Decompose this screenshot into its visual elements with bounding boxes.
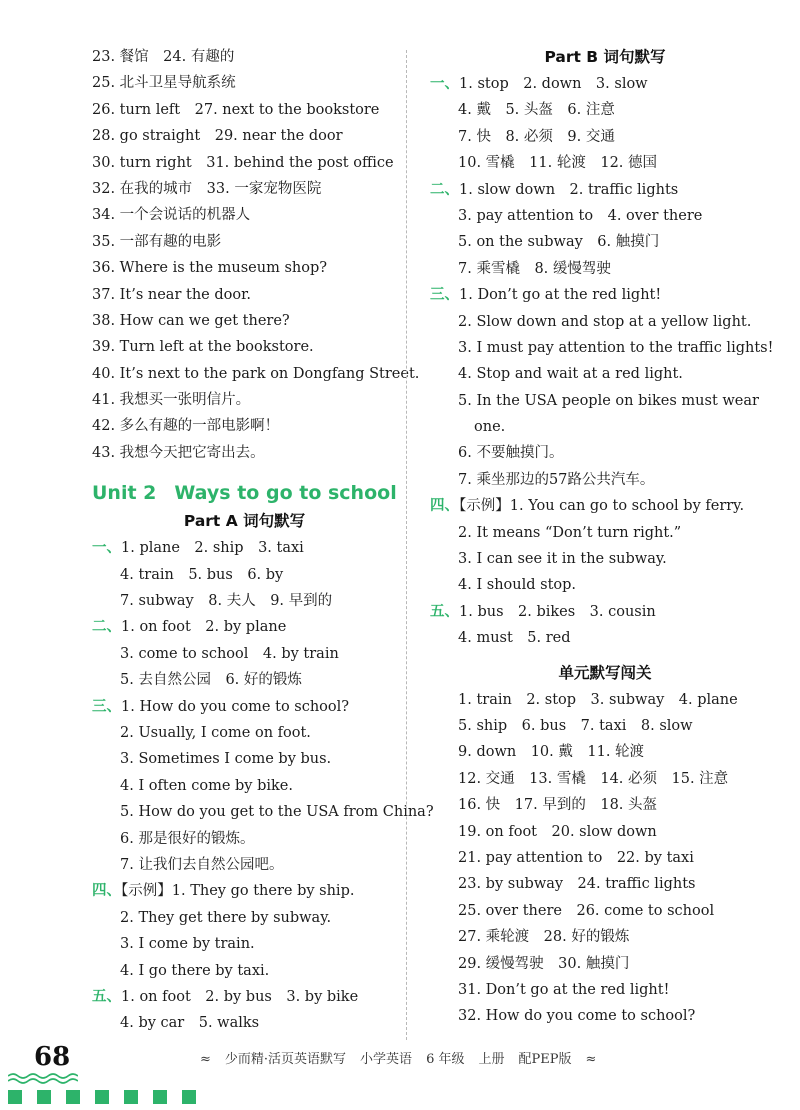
- answer-text: 31. Don’t go at the red light!: [458, 981, 670, 998]
- answer-text: 9. down 10. 戴 11. 轮渡: [458, 744, 645, 761]
- answer-text: 16. 快 17. 早到的 18. 头盔: [458, 797, 658, 814]
- answer-text: 7. subway 8. 夫人 9. 早到的: [120, 593, 333, 610]
- answer-text: 1. on foot 2. by plane: [121, 619, 287, 636]
- answer-line: [92, 255, 397, 281]
- answer-text: 39. Turn left at the bookstore.: [92, 339, 314, 356]
- answer-line: [92, 852, 397, 878]
- answer-text: 2. It means “Don’t turn right.”: [458, 524, 682, 541]
- answer-line: [430, 440, 780, 466]
- answer-line: [92, 150, 397, 176]
- answer-text: 4. I go there by taxi.: [120, 962, 270, 979]
- answer-text: 6. 不要触摸门。: [458, 445, 564, 462]
- answer-line: [430, 924, 780, 950]
- answer-line: [92, 746, 397, 772]
- answer-text: 19. on foot 20. slow down: [458, 823, 657, 840]
- answer-text: 1. Don’t go at the red light!: [459, 287, 662, 304]
- answer-line: [430, 124, 780, 150]
- answer-line: [92, 70, 397, 96]
- unit-name: Ways to go to school: [174, 482, 397, 505]
- answer-text: 42. 多么有趣的一部电影啊！: [92, 418, 280, 435]
- answer-line: [430, 739, 780, 765]
- answer-text: 4. train 5. bus 6. by: [120, 566, 284, 583]
- answer-line: [92, 123, 397, 149]
- answer-line: [430, 493, 780, 519]
- answer-line: [92, 773, 397, 799]
- answer-line: [92, 826, 397, 852]
- answer-text: 41. 我想买一张明信片。: [92, 392, 251, 409]
- answer-text: 【示例】1. They go there by ship.: [121, 883, 355, 900]
- answer-line: [92, 958, 397, 984]
- answer-line: [430, 335, 780, 361]
- answer-line: [92, 361, 420, 387]
- answer-line: [430, 229, 780, 255]
- answer-line: [92, 720, 397, 746]
- green-square-icon: [182, 1090, 196, 1104]
- answer-line: [430, 819, 780, 845]
- answer-text: 3. I can see it in the subway.: [458, 551, 667, 568]
- answer-line: [92, 535, 397, 561]
- answer-text: 3. I come by train.: [120, 936, 255, 953]
- section-title: Part A 词句默写: [183, 512, 306, 531]
- answer-line: [430, 309, 780, 335]
- answer-line: [430, 388, 780, 414]
- answer-text: 4. 戴 5. 头盔 6. 注意: [458, 102, 615, 119]
- answer-text: 25. 北斗卫星导航系统: [92, 75, 236, 92]
- answer-line: [92, 905, 397, 931]
- answer-line: [92, 176, 397, 202]
- green-square-icon: [8, 1090, 22, 1104]
- answer-text: 23. 餐馆 24. 有趣的: [92, 49, 235, 65]
- answer-text: 36. Where is the museum shop?: [92, 260, 328, 277]
- answer-text: 2. Usually, I come on foot.: [120, 724, 311, 741]
- green-square-icon: [37, 1090, 51, 1104]
- question-number: 三、: [430, 286, 459, 304]
- question-number: 一、: [430, 75, 459, 92]
- answer-text: 30. turn right 31. behind the post office: [92, 154, 394, 171]
- answer-text: 4. by car 5. walks: [120, 1015, 260, 1032]
- answer-line: [92, 413, 397, 439]
- answer-line: [430, 256, 780, 282]
- unit-label: Unit 2: [92, 482, 157, 505]
- answer-line: [430, 546, 780, 572]
- answer-text: 26. turn left 27. next to the bookstore: [92, 101, 380, 118]
- answer-line: [430, 951, 780, 977]
- answer-text: 7. 乘雪橇 8. 缓慢驾驶: [458, 260, 611, 277]
- answer-text: 1. stop 2. down 3. slow: [459, 76, 648, 92]
- footer-grade: 6 年级: [426, 1052, 465, 1067]
- answer-line: [92, 202, 397, 228]
- answer-text: 32. 在我的城市 33. 一家宠物医院: [92, 180, 322, 197]
- answer-text: 7. 快 8. 必须 9. 交通: [458, 128, 615, 145]
- answer-line: [92, 614, 397, 640]
- answer-line: [92, 308, 397, 334]
- footer-book-info: [200, 1048, 610, 1067]
- answer-text: 38. How can we get there?: [92, 312, 290, 329]
- footer-edition: 配PEP版: [518, 1052, 572, 1067]
- answer-text: 7. 乘坐那边的57路公共汽车。: [458, 471, 655, 488]
- square-decoration: [8, 1090, 196, 1104]
- answer-line: [430, 282, 780, 308]
- green-square-icon: [153, 1090, 167, 1104]
- answer-line: [430, 713, 780, 739]
- answer-text: 27. 乘轮渡 28. 好的锻炼: [458, 929, 630, 946]
- answer-text: 5. 去自然公园 6. 好的锻炼: [120, 672, 302, 689]
- answer-line: [430, 361, 780, 387]
- answer-line: [92, 984, 397, 1010]
- answer-line: [92, 1010, 397, 1036]
- answer-line: [430, 97, 780, 123]
- answer-line: [430, 599, 780, 625]
- answer-text: 43. 我想今天把它寄出去。: [92, 444, 265, 461]
- answer-text: 12. 交通 13. 雪橇 14. 必须 15. 注意: [458, 770, 729, 787]
- question-number: 四、: [92, 882, 121, 900]
- answer-line: [430, 572, 780, 598]
- answer-line: [430, 687, 780, 713]
- answer-text: 2. Slow down and stop at a yellow light.: [458, 313, 752, 330]
- answer-text: 5. In the USA people on bikes must wear: [458, 392, 759, 409]
- answer-line: [92, 97, 397, 123]
- answer-line: [92, 282, 397, 308]
- answer-text: 2. They get there by subway.: [120, 909, 332, 926]
- question-number: 二、: [92, 618, 121, 636]
- green-square-icon: [66, 1090, 80, 1104]
- answer-line: [430, 1003, 780, 1029]
- answer-line: [92, 694, 397, 720]
- answer-text: 7. 让我们去自然公园吧。: [120, 856, 284, 873]
- answer-line: [430, 71, 780, 97]
- answer-line: [92, 878, 397, 904]
- answer-line: [92, 799, 434, 825]
- answer-text: 35. 一部有趣的电影: [92, 233, 222, 250]
- answer-line: [430, 766, 780, 792]
- answer-line: [430, 414, 780, 440]
- answer-text: 1. slow down 2. traffic lights: [459, 181, 679, 198]
- answer-text: 5. How do you get to the USA from China?: [120, 804, 434, 821]
- green-square-icon: [95, 1090, 109, 1104]
- page-number: 68: [34, 1042, 71, 1072]
- answer-line: [92, 931, 397, 957]
- unit-title: [92, 478, 397, 508]
- question-number: 二、: [430, 180, 459, 198]
- answer-text: one.: [474, 419, 506, 436]
- answer-line: [430, 871, 780, 897]
- answer-text: 1. How do you come to school?: [121, 698, 350, 715]
- answer-text: 1. bus 2. bikes 3. cousin: [459, 603, 656, 620]
- question-number: 三、: [92, 697, 121, 715]
- question-number: 五、: [92, 987, 121, 1005]
- left-column: [92, 44, 434, 1037]
- answer-text: 3. Sometimes I come by bus.: [120, 751, 332, 768]
- answer-line: [430, 203, 780, 229]
- section-title: Part B 词句默写: [544, 48, 666, 66]
- footer-book-title: 少而精·活页英语默写: [224, 1052, 347, 1067]
- answer-text: 4. must 5. red: [458, 630, 571, 647]
- answer-line: [92, 387, 397, 413]
- answer-text: 25. over there 26. come to school: [458, 902, 715, 919]
- footer-term: 上册: [478, 1052, 505, 1067]
- answer-line: [430, 792, 780, 818]
- section-title: 单元默写闯关: [558, 663, 652, 682]
- answer-text: 4. I should stop.: [458, 577, 577, 594]
- answer-text: 5. on the subway 6. 触摸门: [458, 234, 660, 251]
- answer-text: 1. on foot 2. by bus 3. by bike: [121, 988, 359, 1005]
- answer-text: 23. by subway 24. traffic lights: [458, 876, 696, 893]
- answer-text: 3. I must pay attention to the traffic lights!: [458, 339, 774, 356]
- answer-text: 21. pay attention to 22. by taxi: [458, 849, 694, 866]
- answer-text: 32. How do you come to school?: [458, 1008, 696, 1025]
- answer-text: 3. pay attention to 4. over there: [458, 207, 703, 224]
- question-number: 一、: [92, 539, 121, 557]
- column-divider: [406, 50, 407, 1040]
- green-square-icon: [124, 1090, 138, 1104]
- answer-text: 5. ship 6. bus 7. taxi 8. slow: [458, 717, 693, 734]
- footer-subject: 小学英语: [360, 1052, 413, 1067]
- answer-line: [430, 625, 780, 651]
- answer-line: [430, 150, 780, 176]
- answer-text: 34. 一个会说话的机器人: [92, 207, 251, 224]
- question-number: 五、: [430, 602, 459, 620]
- answer-line: [92, 440, 397, 466]
- answer-text: 6. 那是很好的锻炼。: [120, 830, 255, 847]
- answer-line: [430, 520, 780, 546]
- right-column: [430, 44, 780, 1030]
- answer-line: [92, 588, 397, 614]
- answer-line: [92, 562, 397, 588]
- answer-line: [92, 44, 397, 70]
- answer-line: [430, 977, 780, 1003]
- answer-line: [92, 229, 397, 255]
- footer-deco-right: ≈: [585, 1052, 597, 1067]
- answer-text: 4. I often come by bike.: [120, 777, 294, 794]
- answer-line: [430, 898, 780, 924]
- answer-text: 10. 雪橇 11. 轮渡 12. 德国: [458, 155, 658, 172]
- answer-text: 37. It’s near the door.: [92, 286, 252, 303]
- answer-text: 40. It’s next to the park on Dongfang Street.: [92, 365, 420, 382]
- answer-line: [430, 845, 780, 871]
- answer-text: 3. come to school 4. by train: [120, 645, 339, 662]
- answer-text: 1. plane 2. ship 3. taxi: [121, 540, 304, 557]
- answer-line: [92, 641, 397, 667]
- answer-text: 【示例】1. You can go to school by ferry.: [459, 498, 745, 515]
- page-footer: [0, 1040, 800, 1110]
- answer-line: [92, 667, 397, 693]
- answer-text: 1. train 2. stop 3. subway 4. plane: [458, 691, 738, 708]
- answer-line: [430, 177, 780, 203]
- answer-line: [430, 467, 780, 493]
- question-number: 四、: [430, 497, 459, 515]
- answer-text: 28. go straight 29. near the door: [92, 128, 343, 145]
- wave-decoration-icon: [8, 1072, 78, 1084]
- footer-deco-left: ≈: [200, 1052, 211, 1067]
- answer-line: [92, 334, 397, 360]
- answer-text: 4. Stop and wait at a red light.: [458, 366, 683, 383]
- answer-text: 29. 缓慢驾驶 30. 触摸门: [458, 955, 630, 972]
